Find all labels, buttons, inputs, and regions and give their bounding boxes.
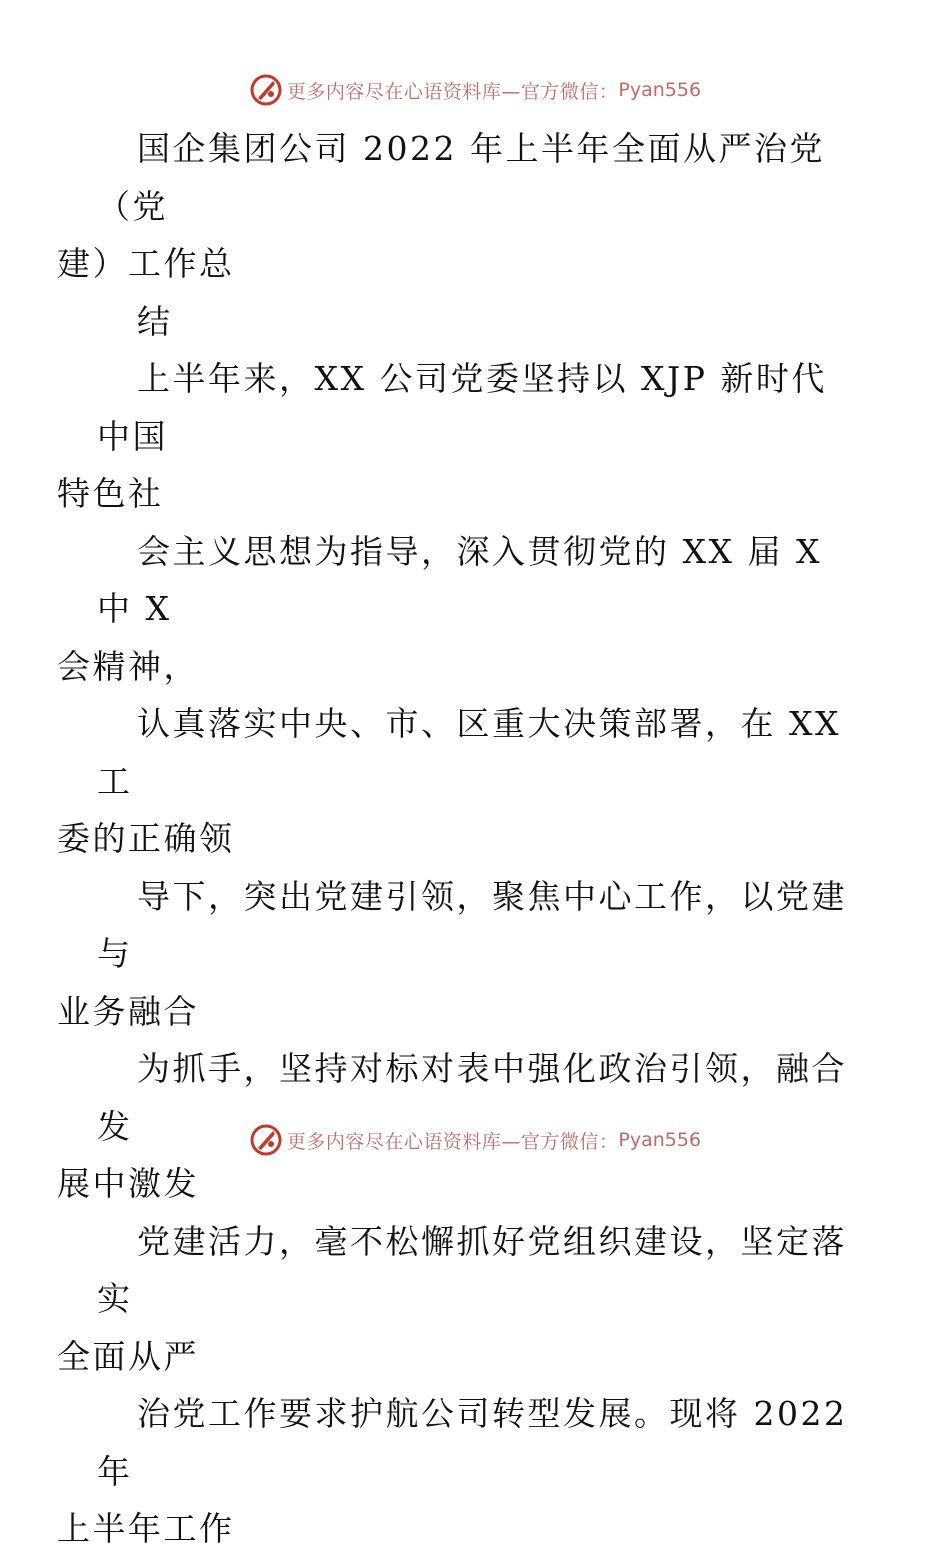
text-line: 特色社: [57, 474, 164, 513]
quill-logo-icon: [249, 73, 283, 107]
paragraph: [57, 1213, 857, 1386]
text-line: 上半年来，XX 公司党委坚持以 XJP 新时代中国: [97, 359, 827, 456]
paragraph: [57, 695, 857, 868]
text-line: 会主义思想为指导，深入贯彻党的 XX 届 X 中 X: [97, 531, 822, 628]
text-line: 导下，突出党建引领，聚焦中心工作，以党建与: [97, 876, 847, 973]
text-line: 全面从严: [57, 1336, 199, 1376]
document-body: [57, 120, 857, 1558]
paragraph: [57, 350, 857, 523]
text-line: 治党工作要求护航公司转型发展。现将 2022 年: [97, 1394, 848, 1491]
text-line: 会精神，: [57, 646, 199, 686]
paragraph: [57, 523, 857, 696]
text-line: 国企集团公司 2022 年上半年全面从严治党（党: [97, 129, 825, 226]
text-line: 委的正确领: [57, 819, 235, 858]
text-line: 业务融合: [57, 991, 199, 1031]
banner-text: 更多内容尽在心语资料库—官方微信：: [286, 1130, 619, 1153]
text-line: 建）工作总: [57, 244, 235, 283]
text-line: 为抓手，坚持对标对表中强化政治引领，融合发: [97, 1049, 847, 1146]
header-banner: [0, 68, 950, 112]
quill-logo-icon: [249, 1123, 283, 1157]
text-line: 上半年工作: [57, 1509, 235, 1548]
text-line: 认真落实中央、市、区重大决策部署，在 XX 工: [97, 704, 841, 801]
text-line: 展中激发: [57, 1164, 199, 1203]
text-line: 结: [137, 301, 173, 341]
paragraph: [57, 868, 857, 1041]
footer-banner: [0, 1118, 950, 1162]
paragraph: [57, 1385, 857, 1558]
paragraph: [97, 293, 857, 351]
banner-wechat-id: Pyan556: [618, 79, 702, 101]
paragraph: [57, 120, 857, 293]
banner-wechat-id: Pyan556: [618, 1129, 702, 1151]
text-line: 党建活力，毫不松懈抓好党组织建设，坚定落实: [97, 1221, 847, 1318]
banner-text: 更多内容尽在心语资料库—官方微信：: [286, 80, 619, 103]
